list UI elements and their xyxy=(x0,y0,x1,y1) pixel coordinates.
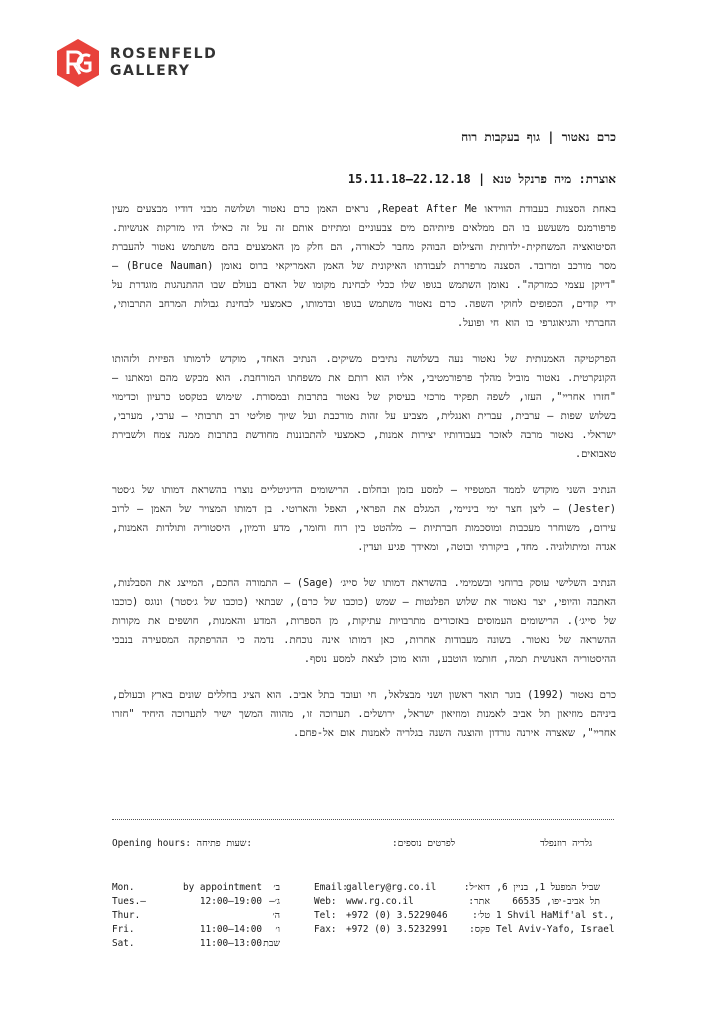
curator-separator: | xyxy=(477,172,486,186)
hours-row: Mon. by appointment ב׳ xyxy=(112,882,280,893)
body-text xyxy=(112,200,616,760)
phone-number: +972 (0) 3.5229046 xyxy=(346,910,448,921)
contact-row: Web: www.rg.co.il אתר: xyxy=(314,896,490,907)
curator-line xyxy=(348,172,616,187)
address-line: תל אביב-יפו, 66535 xyxy=(512,896,600,907)
logo-line-1: ROSENFELD xyxy=(110,46,218,62)
web-link[interactable]: www.rg.co.il xyxy=(346,896,414,907)
hours-row: Tues.–Thur. 12:00–19:00 ג׳–ה׳ xyxy=(112,896,280,921)
contact-title: לפרטים נוספים: xyxy=(392,838,456,849)
logo-line-2: GALLERY xyxy=(110,63,191,79)
exhibition-title: כרם נאטור | גוף בעקבות רוח xyxy=(461,130,616,144)
opening-hours xyxy=(112,881,280,951)
contact-info xyxy=(314,881,490,937)
hours-row: Sat. 11:00–13:00 שבת xyxy=(112,938,280,949)
paragraph: באחת הסצנות בעבודת הווידאו Repeat After Me, נראים האמן כרם נאטור ושלושה מבני דודיו מבצעים מעין פרפורמנס משעשע בו הם ממלאים פיותיהם מים צבעוניים ומתיזים אותם זה על זה כאילו היו מזרקות אנושיות. הסיטואציה המשחקית-ילדותית והצילום הבוהק מחבר לכאורה, הם חלק מן האמצעים בהם משתמש נאטור להעברת מסר מורכב ומרובד. הסצנה מרפררת לעבודתו האיקונית של האמן האמריקאי ברוס נאומן (Bruce Nauman) – "דיוקן עצמי כמזרקה". נאומן השתמש בגופו שלו ככלי לבחינת מקומו של האדם בעולם שבו ההתנהגות מוגדרת על ידי קודים, הכפופים לחוקי השפה. כרם נאטור משתמש בגופו ובדמותו, כאמצעי לבחינת גבולות המרחב התרבותי, החברתי והגיאוגרפי בו הוא חי ופועל. xyxy=(112,204,617,329)
address-line: Tel Aviv-Yafo, Israel xyxy=(496,924,615,935)
gallery-logo xyxy=(56,38,217,88)
gallery-title: גלריה רוזנפלד xyxy=(540,838,593,849)
hours-title: Opening hours: שעות פתיחה: xyxy=(112,838,253,849)
address-line: 1 Shvil HaMif'al st., xyxy=(496,910,615,921)
footer-divider xyxy=(112,819,614,820)
contact-row: Email: gallery@rg.co.il דוא״ל: xyxy=(314,882,490,893)
exhibition-dates: 15.11.18–22.12.18 xyxy=(347,172,471,186)
paragraph: הנתיב השני מוקדש לממד המטפיזי – למסע בזמן ובחלום. הרישומים הדיגיטליים נוצרו בהשראת דמותו של ג׳סטר (Jester) – ליצן חצר ימי ביניימי, המגלם את הפראי, האפל והארוטי. בן דמותו המצויר של האמן – לרוב עירום, משוחרר מעכבות ומוסכמות חברתיות – מלהטט בין רוח וחומר, מדע ודמיון, היסטוריה ותולדות האמנות, אגדה ומיתולוגיה. מחד, ביקורתי ובוטה, ומאידך פגיע ועדין. xyxy=(112,485,616,553)
email-link[interactable]: gallery@rg.co.il xyxy=(346,882,437,893)
paragraph: הפרקטיקה האמנותית של נאטור נעה בשלושה נתיבים משיקים. הנתיב האחד, מוקדש לדמותו הפיזית ולזהותו הקונקרטית. נאטור מוביל מהלך פרפורמטיבי, אליו הוא רותם את משפחתו המורחבת. הוא מבקש מהם ומאתנו – "חזרו אחריי", העזו, לשפה תפקיד מרכזי בעיסוק של נאטור בתרבות ובמסורת. שימוש בטקסט כרעיון וכדימוי בשלוש שפות – ערבית, עברית ואנגלית, מצביע על זהות מורכבת ועל שיוך פוליטי רב תרבותי – ערבי, מערבי, ישראלי. נאטור מרבה לאזכר בעבודותיו יצירות אמנות, כאמצעי להתבוננות מחודשת בתרבות ממנה צמח ולשבירת טאבואים. xyxy=(112,354,616,460)
gallery-address xyxy=(496,881,615,937)
fax-number: +972 (0) 3.5232991 xyxy=(346,924,448,935)
paragraph: הנתיב השלישי עוסק ברוחני ובשמימי. בהשראת דמותו של סייג׳ (Sage) – התמורה החכם, המייצג את הסבלנות, האתבה והיופי, יצר נאטור את שלוש הפלנטות – שמש (כוכבו של כרם), שבתאי (כוכבו של ג׳סטר) ונוגס (כוכבו של סייג׳). הרישומים העמוסים באזכורים מתרבויות עתיקות, מן הספרות, המדע והאמנות, חושפים את מקורות ההשראה של נאטור. בשונה מעבודות אחרות, כאן דמותו אינה נוכחת. נדמה כי ההרפתקה המסעירה בנבכי ההיסטוריה האנושית תמה, חותמו הוטבע, והוא מוכן לצאת למסע נוסף. xyxy=(112,578,617,665)
curator-name: אוצרת: מיה פרנקל טנא xyxy=(492,172,616,186)
address-line: שביל המפעל 1, בניין 6, xyxy=(496,882,600,893)
hours-row: Fri. 11:00–14:00 ו׳ xyxy=(112,924,280,935)
paragraph: כרם נאטור (1992) בוגר תואר ראשון ושני מבצלאל, חי ועובד בתל אביב. הוא הציג בחללים שונים בארץ ובעולם, ביניהם מוזיאון תל אביב לאמנות ומוזיאון ישראל, ירושלים. תערוכה זו, מהווה המשך ישיר לתערוכה היחיד "חזרו אחריי", שאצרה אירנה גורדון והוצגה השנה בגלריה לאמנות אום אל-פחם. xyxy=(112,690,617,739)
rg-logo-icon xyxy=(56,38,100,88)
contact-row: Fax: +972 (0) 3.5232991 פקס: xyxy=(314,924,490,935)
contact-row: Tel: +972 (0) 3.5229046 טל׳: xyxy=(314,910,490,921)
